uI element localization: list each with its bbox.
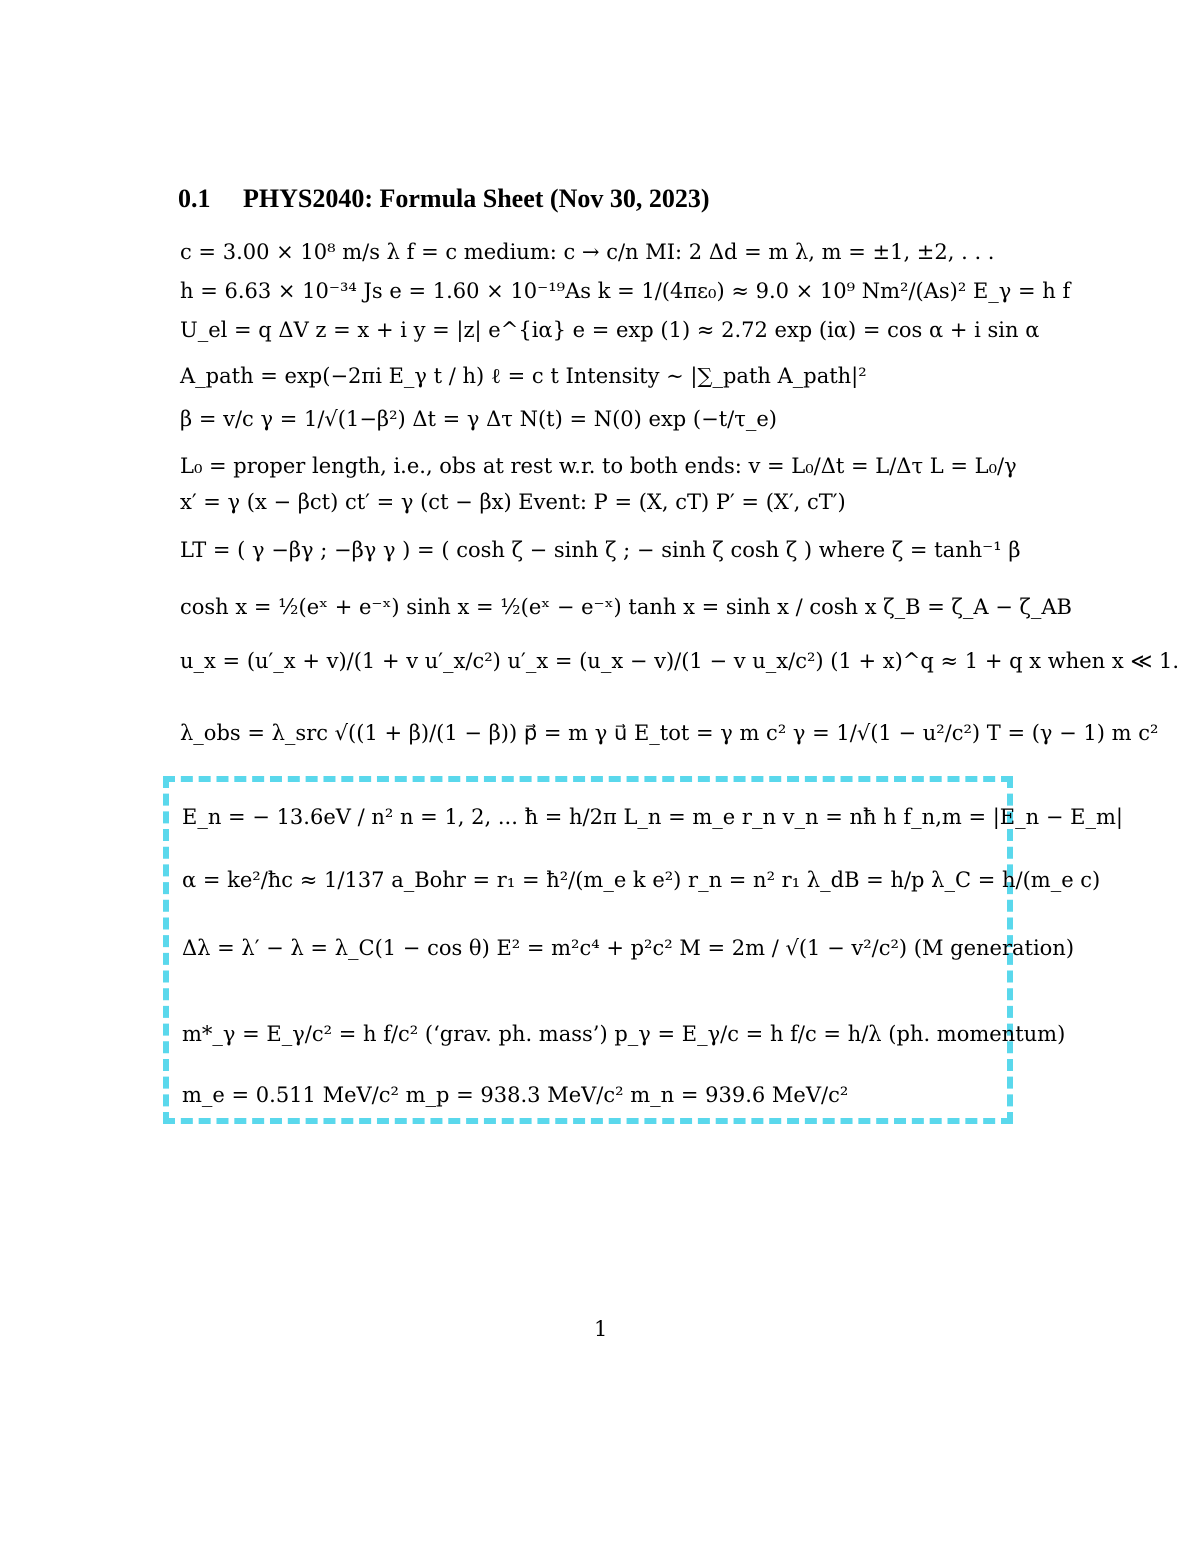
formula-line-2: h = 6.63 × 10⁻³⁴ Js e = 1.60 × 10⁻¹⁹As k = 1/(4πε₀) ≈ 9.0 × 10⁹ Nm²/(As)² E_γ = h f [180,279,1071,303]
section-number: 0.1 [178,184,211,213]
section-heading [178,184,710,214]
box-formula-line-1: E_n = − 13.6eV / n² n = 1, 2, ... ħ = h/2π L_n = m_e r_n v_n = nħ h f_n,m = |E_n − E_m| [182,805,1123,829]
page-number: 1 [594,1317,608,1341]
formula-line-11: λ_obs = λ_src √((1 + β)/(1 − β)) p⃗ = m γ u⃗ E_tot = γ m c² γ = 1/√(1 − u²/c²) T = (γ − 1) m c² [180,721,1159,745]
formula-line-10: u_x = (u′_x + v)/(1 + v u′_x/c²) u′_x = (u_x − v)/(1 − v u_x/c²) (1 + x)^q ≈ 1 + q x when x ≪ 1. [180,649,1180,673]
box-formula-line-3: Δλ = λ′ − λ = λ_C(1 − cos θ) E² = m²c⁴ + p²c² M = 2m / √(1 − v²/c²) (M generation) [182,936,1075,960]
formula-line-1: c = 3.00 × 10⁸ m/s λ f = c medium: c → c/n MI: 2 Δd = m λ, m = ±1, ±2, . . . [180,240,995,264]
formula-line-3: U_el = q ΔV z = x + i y = |z| e^{iα} e = exp (1) ≈ 2.72 exp (iα) = cos α + i sin α [180,318,1040,342]
formula-line-9: cosh x = ½(eˣ + e⁻ˣ) sinh x = ½(eˣ − e⁻ˣ) tanh x = sinh x / cosh x ζ_B = ζ_A − ζ_AB [180,595,1072,619]
box-formula-line-4: m*_γ = E_γ/c² = h f/c² (‘grav. ph. mass’) p_γ = E_γ/c = h f/c = h/λ (ph. momentum) [182,1022,1066,1046]
box-formula-line-2: α = ke²/ħc ≈ 1/137 a_Bohr = r₁ = ħ²/(m_e k e²) r_n = n² r₁ λ_dB = h/p λ_C = h/(m_e c) [182,868,1101,892]
formula-line-5: β = v/c γ = 1/√(1−β²) Δt = γ Δτ N(t) = N(0) exp (−t/τ_e) [180,407,777,431]
formula-line-4: A_path = exp(−2πi E_γ t / h) ℓ = c t Intensity ∼ |∑_path A_path|² [180,364,867,388]
formula-line-7: x′ = γ (x − βct) ct′ = γ (ct − βx) Event: P = (X, cT) P′ = (X′, cT′) [180,490,846,514]
formula-line-8: LT = ( γ −βγ ; −βγ γ ) = ( cosh ζ − sinh ζ ; − sinh ζ cosh ζ ) where ζ = tanh⁻¹ β [180,538,1021,562]
formula-line-6: L₀ = proper length, i.e., obs at rest w.r. to both ends: v = L₀/Δt = L/Δτ L = L₀/γ [180,454,1017,478]
section-title: PHYS2040: Formula Sheet (Nov 30, 2023) [243,184,710,213]
box-formula-line-5: m_e = 0.511 MeV/c² m_p = 938.3 MeV/c² m_n = 939.6 MeV/c² [182,1083,849,1107]
